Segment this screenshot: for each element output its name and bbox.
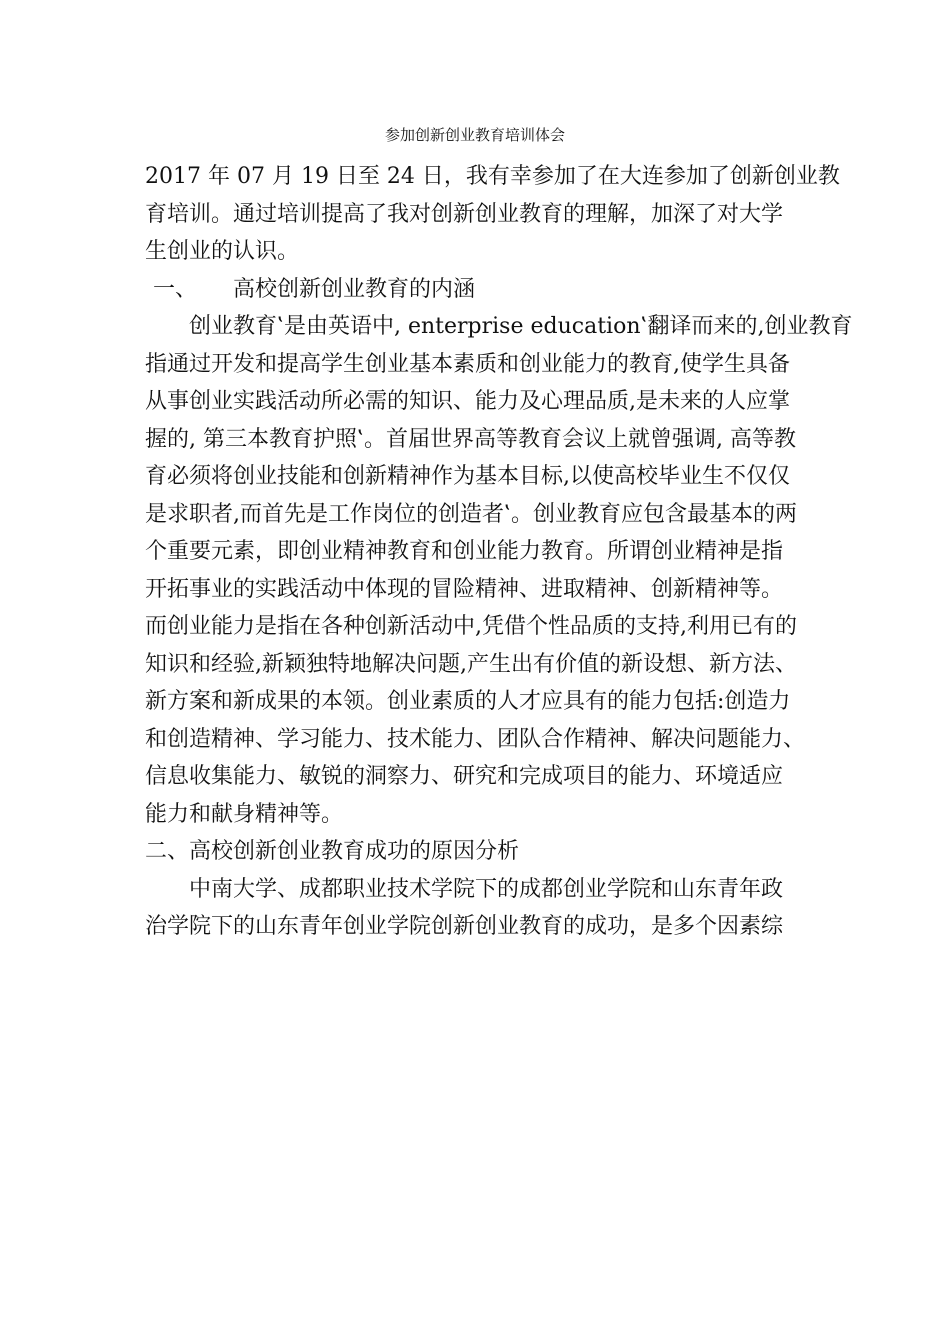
intro-line: 育培训。通过培训提高了我对创新创业教育的理解，加深了对大学 <box>145 201 784 227</box>
paragraph-line: 新方案和新成果的本领。创业素质的人才应具有的能力包括:创造力 <box>145 689 791 714</box>
paragraph-line: 从事创业实践活动所必需的知识、能力及心理品质,是未来的人应掌 <box>145 389 790 414</box>
section1-number: 一、 <box>153 276 198 302</box>
section1-heading-text: 高校创新创业教育的内涵 <box>233 276 476 302</box>
paragraph-line: 创业教育‛是由英语中, enterprise education‛翻译而来的,创业教育 <box>189 314 853 339</box>
paragraph-line: 是求职者,而首先是工作岗位的创造者‛。创业教育应包含最基本的两 <box>145 501 797 527</box>
paragraph-line: 而创业能力是指在各种创新活动中,凭借个性品质的支持,利用已有的 <box>145 614 797 639</box>
intro-line: 生创业的认识。 <box>145 239 300 264</box>
paragraph-line: 握的, 第三本教育护照‛。首届世界高等教育会议上就曾强调, 高等教 <box>145 426 796 452</box>
document-body <box>145 158 853 946</box>
intro-line: 2017 年 07 月 19 日至 24 日，我有幸参加了在大连参加了创新创业教 <box>145 164 840 189</box>
section1-heading <box>145 271 825 309</box>
paragraph-line: 指通过开发和提高学生创业基本素质和创业能力的教育,使学生具备 <box>145 351 790 377</box>
paragraph-line: 知识和经验,新颖独特地解决问题,产生出有价值的新设想、新方法、 <box>145 651 797 677</box>
section2-heading: 二、高校创新创业教育成功的原因分析 <box>145 839 520 864</box>
paragraph-line: 育必须将创业技能和创新精神作为基本目标,以使高校毕业生不仅仅 <box>145 464 790 489</box>
document-title: 参加创新创业教育培训体会 <box>384 126 565 144</box>
paragraph-line: 和创造精神、学习能力、技术能力、团队合作精神、解决问题能力、 <box>145 726 806 752</box>
paragraph-line: 治学院下的山东青年创业学院创新创业教育的成功，是多个因素综 <box>145 914 784 939</box>
paragraph-line: 信息收集能力、敏锐的洞察力、研究和完成项目的能力、环境适应 <box>145 764 784 789</box>
paragraph-line: 开拓事业的实践活动中体现的冒险精神、进取精神、创新精神等。 <box>145 576 784 602</box>
paragraph-line: 中南大学、成都职业技术学院下的成都创业学院和山东青年政 <box>189 876 784 902</box>
paragraph-line: 个重要元素，即创业精神教育和创业能力教育。所谓创业精神是指 <box>145 539 784 564</box>
paragraph-line: 能力和献身精神等。 <box>145 801 344 827</box>
